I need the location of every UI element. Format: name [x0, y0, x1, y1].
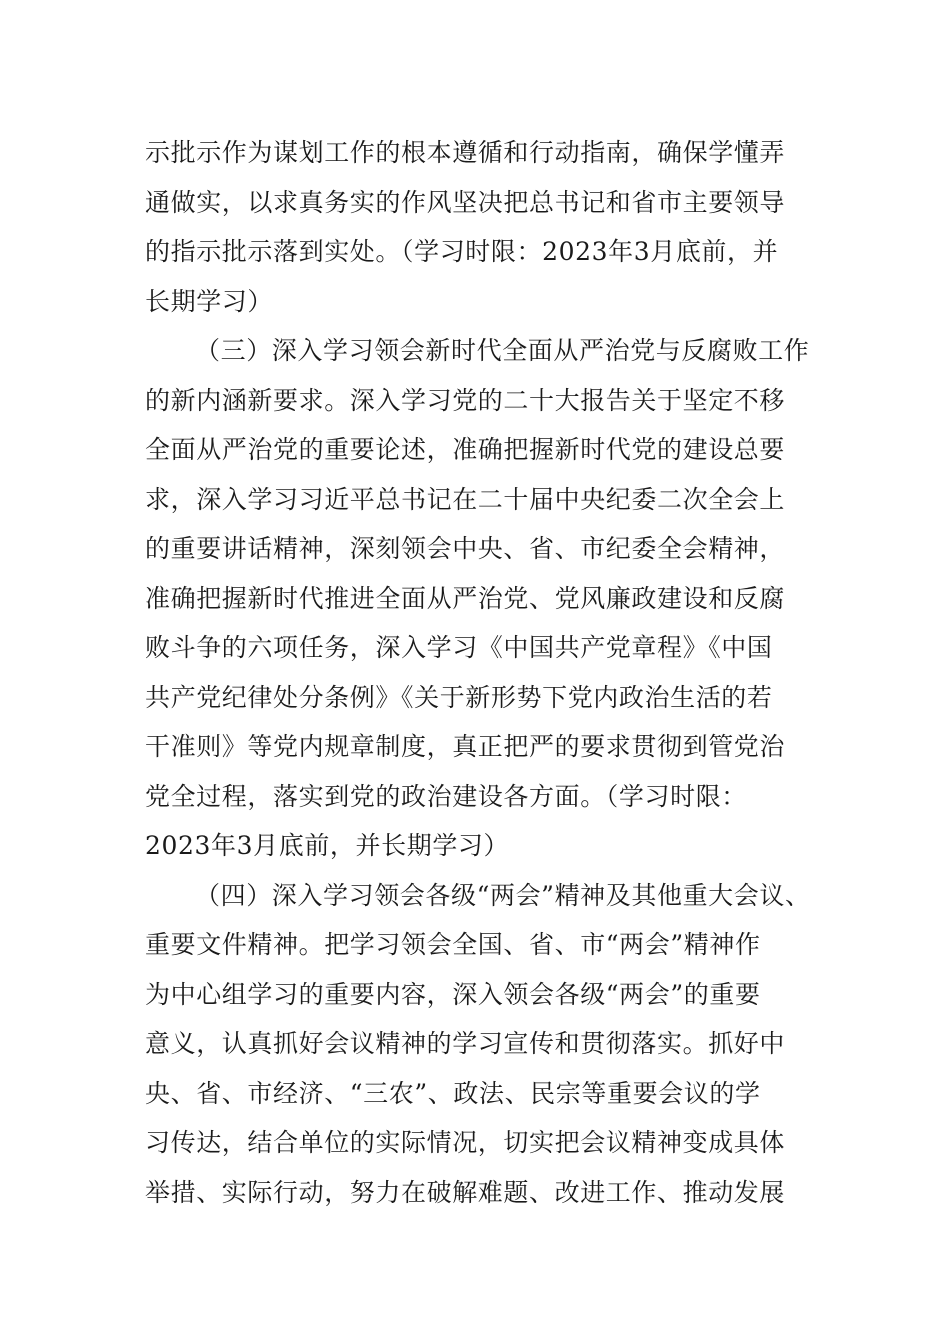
paragraph-4-first-line: （四）深入学习领会各级“两会”精神及其他重大会议、 — [195, 880, 811, 910]
text-line: 的指示批示落到实处。（学习时限：2023年3月底前，并 — [145, 237, 779, 266]
text-line: 共产党纪律处分条例》《关于新形势下党内政治生活的若 — [145, 682, 773, 712]
text-line: 求，深入学习习近平总书记在二十届中央纪委二次全会上 — [145, 484, 786, 514]
text-line: 败斗争的六项任务，深入学习《中国共产党章程》《中国 — [145, 633, 773, 662]
text-line: 干准则》等党内规章制度，真正把严的要求贯彻到管党治 — [145, 732, 786, 761]
text-line: 的重要讲话精神，深刻领会中央、省、市纪委全会精神， — [145, 534, 786, 563]
text-line: 准确把握新时代推进全面从严治党、党风廉政建设和反腐 — [145, 583, 786, 613]
text-line: 通做实，以求真务实的作风坚决把总书记和省市主要领导 — [145, 187, 786, 217]
text-line: 习传达，结合单位的实际情况，切实把会议精神变成具体 — [145, 1128, 786, 1157]
paragraph-3-first-line: （三）深入学习领会新时代全面从严治党与反腐败工作 — [195, 336, 810, 365]
text-line: 示批示作为谋划工作的根本遵循和行动指南，确保学懂弄 — [145, 138, 786, 167]
text-line: 重要文件精神。把学习领会全国、省、市“两会”精神作 — [145, 930, 761, 959]
text-line: 党全过程，落实到党的政治建设各方面。（学习时限： — [145, 781, 747, 811]
text-line: 2023年3月底前，并长期学习） — [145, 831, 510, 860]
text-line: 长期学习） — [145, 286, 274, 316]
body-text — [145, 128, 825, 1217]
text-line: 全面从严治党的重要论述，准确把握新时代党的建设总要 — [145, 435, 786, 464]
text-line: 央、省、市经济、“三农”、政法、民宗等重要会议的学 — [145, 1078, 761, 1108]
text-line: 为中心组学习的重要内容，深入领会各级“两会”的重要 — [145, 979, 761, 1009]
text-line: 意义，认真抓好会议精神的学习宣传和贯彻落实。抓好中 — [145, 1029, 786, 1058]
text-line: 举措、实际行动，努力在破解难题、改进工作、推动发展 — [145, 1177, 786, 1207]
text-line: 的新内涵新要求。深入学习党的二十大报告关于坚定不移 — [145, 385, 786, 415]
